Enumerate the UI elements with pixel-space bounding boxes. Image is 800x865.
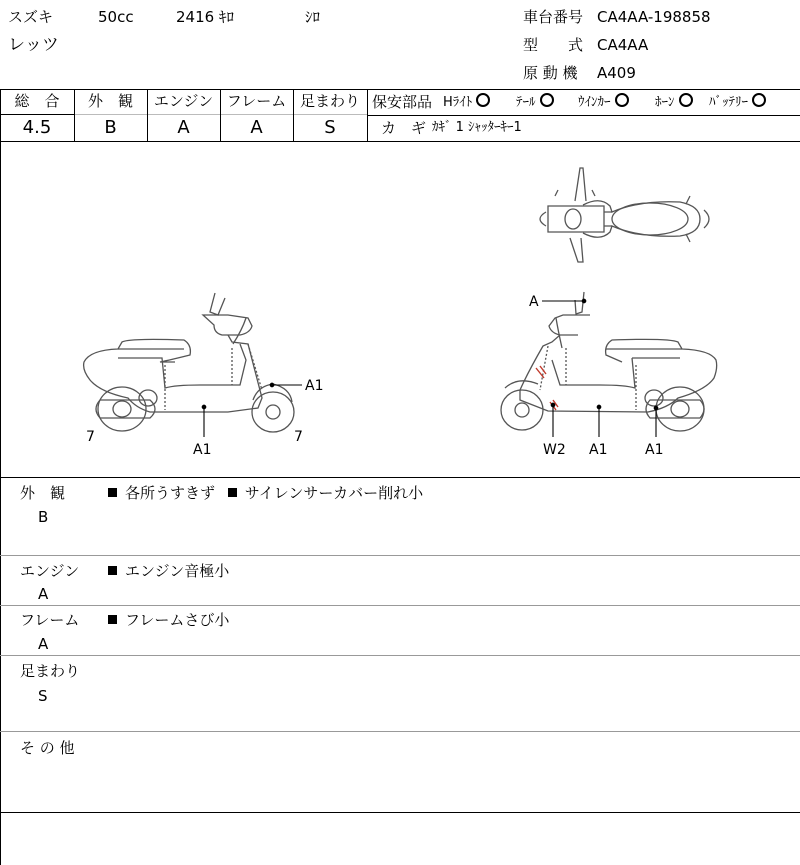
ok-circle-icon [540, 93, 554, 107]
bullet-square-icon [108, 488, 117, 497]
displacement: 50cc [98, 8, 134, 26]
ok-circle-icon [615, 93, 629, 107]
remark-engine-grade: A [38, 585, 49, 603]
mark-right-a: A [529, 294, 539, 310]
safety-item-winker: ｳｲﾝｶｰ [578, 93, 629, 112]
bullet-square-icon [108, 566, 117, 575]
body-color: ｼﾛ [305, 8, 321, 26]
remark-other-label: そ の 他 [20, 739, 75, 757]
model-code: CA4AA [597, 36, 649, 54]
mileage: 2416 ｷﾛ [176, 8, 234, 26]
ok-circle-icon [752, 93, 766, 107]
model-name: レッツ [8, 35, 59, 55]
bullet-square-icon [108, 615, 117, 624]
safety-item-headlight: Hﾗｲﾄ [443, 93, 490, 112]
scooter-diagram [0, 142, 800, 478]
remark-frame-label: フレーム [20, 611, 80, 629]
ok-circle-icon [476, 93, 490, 107]
safety-item-tail: ﾃｰﾙ [516, 93, 554, 112]
remark-suspension-grade: S [38, 687, 48, 705]
remark-exterior-grade: B [38, 508, 49, 526]
mark-left-front-7: 7 [86, 429, 95, 445]
remark-engine-label: エンジン [20, 562, 80, 580]
frame-grade: A [250, 117, 263, 138]
right-side-view-scooter [501, 292, 717, 431]
engine-code: A409 [597, 64, 636, 82]
safety-parts-label: 保安部品 [372, 93, 433, 111]
mark-right-w2: W2 [543, 442, 566, 458]
mark-right-a1-mid: A1 [589, 442, 608, 458]
frame-no-label: 車台番号 [523, 8, 584, 26]
left-side-view-scooter [84, 293, 294, 432]
remark-exterior-items: 各所うすきず サイレンサーカバー削れ小 [108, 484, 423, 502]
engine-grade: A [177, 117, 190, 138]
remark-exterior-label: 外 観 [20, 484, 66, 502]
safety-item-horn: ﾎｰﾝ [655, 93, 693, 112]
suspension-grade: S [324, 117, 336, 138]
engine-label: 原 動 機 [523, 64, 578, 82]
remark-frame-grade: A [38, 635, 49, 653]
top-view-scooter [540, 168, 709, 262]
mark-left-rear-7: 7 [294, 429, 303, 445]
frame-grade-label: フレーム [226, 92, 287, 110]
bullet-square-icon [228, 488, 237, 497]
ok-circle-icon [679, 93, 693, 107]
maker: スズキ [8, 8, 54, 26]
mark-right-a1-rear: A1 [645, 442, 664, 458]
mark-left-bottom-a1: A1 [193, 442, 212, 458]
frame-no: CA4AA-198858 [597, 8, 711, 26]
exterior-grade: B [104, 117, 117, 138]
right-view-markers [542, 299, 658, 437]
model-code-label: 型 式 [523, 36, 584, 54]
remark-suspension-label: 足まわり [20, 662, 81, 680]
overall-grade: 4.5 [22, 117, 52, 138]
suspension-grade-label: 足まわり [299, 92, 360, 110]
remark-engine-items: エンジン音極小 [108, 562, 229, 580]
safety-item-battery: ﾊﾞｯﾃﾘｰ [709, 93, 766, 112]
overall-label: 総 合 [14, 92, 60, 110]
keys-label: カ ギ [381, 119, 427, 137]
exterior-label: 外 観 [87, 92, 133, 110]
remark-frame-items: フレームさび小 [108, 611, 229, 629]
engine-grade-label: エンジン [153, 92, 214, 110]
mark-left-side-a1: A1 [305, 378, 324, 394]
keys-value: ｶｷﾞ 1 ｼｬｯﾀｰｷｰ1 [432, 120, 522, 135]
